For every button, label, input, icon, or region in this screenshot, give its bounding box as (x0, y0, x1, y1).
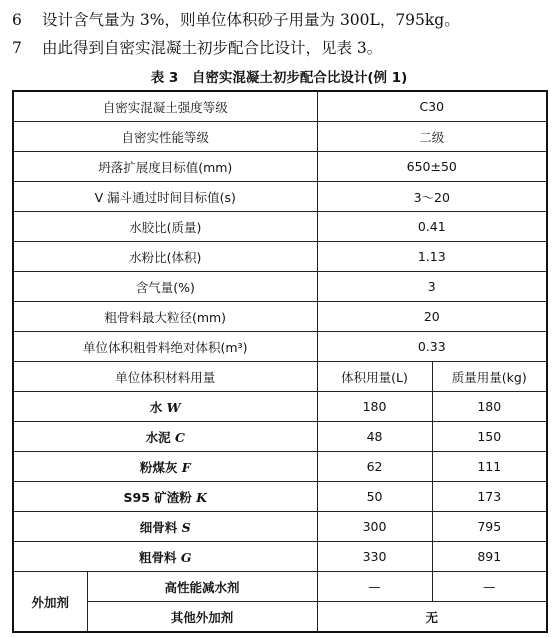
admixture-value: 无 (317, 602, 547, 633)
row-label: 单位体积粗骨料绝对体积(m³) (13, 332, 317, 362)
mix-design-table (12, 90, 548, 633)
material-header-row (13, 362, 547, 392)
admixture-group-label: 外加剂 (13, 572, 87, 633)
material-mass: 891 (432, 542, 547, 572)
material-row (13, 422, 547, 452)
table-row (13, 182, 547, 212)
material-name: 粉煤灰 F (13, 452, 317, 482)
row-label: 水胶比(质量) (13, 212, 317, 242)
material-row (13, 542, 547, 572)
paragraph-text: 设计含气量为 3%，则单位体积砂子用量为 300L，795kg。 (42, 11, 460, 29)
material-volume: 180 (317, 392, 432, 422)
row-value: 1.13 (317, 242, 547, 272)
table-row (13, 122, 547, 152)
material-row (13, 482, 547, 512)
row-label: 坍落扩展度目标值(mm) (13, 152, 317, 182)
row-value: 0.41 (317, 212, 547, 242)
admixture-row (13, 602, 547, 633)
material-volume: 50 (317, 482, 432, 512)
paragraph-text: 由此得到自密实混凝土初步配合比设计，见表 3。 (42, 39, 383, 57)
row-value: 3 (317, 272, 547, 302)
material-row (13, 452, 547, 482)
material-mass: 111 (432, 452, 547, 482)
material-volume: 48 (317, 422, 432, 452)
material-row (13, 512, 547, 542)
material-mass: 180 (432, 392, 547, 422)
paragraph-7 (12, 36, 382, 58)
material-name: 水 W (13, 392, 317, 422)
table-row (13, 91, 547, 122)
admixture-label: 其他外加剂 (87, 602, 317, 633)
admixture-label: 高性能减水剂 (87, 572, 317, 602)
table-row (13, 152, 547, 182)
row-value: C30 (317, 91, 547, 122)
material-name: 粗骨料 G (13, 542, 317, 572)
table-row (13, 272, 547, 302)
paragraph-6 (12, 8, 460, 30)
row-value: 0.33 (317, 332, 547, 362)
row-value: 20 (317, 302, 547, 332)
material-name: 细骨料 S (13, 512, 317, 542)
row-label: 粗骨料最大粒径(mm) (13, 302, 317, 332)
admixture-volume: — (317, 572, 432, 602)
table-row (13, 302, 547, 332)
material-mass: 173 (432, 482, 547, 512)
material-name: S95 矿渣粉 K (13, 482, 317, 512)
row-label: 含气量(%) (13, 272, 317, 302)
admixture-row (13, 572, 547, 602)
paragraph-number: 7 (12, 39, 22, 57)
table-row (13, 242, 547, 272)
row-label: 自密实混凝土强度等级 (13, 91, 317, 122)
paragraph-number: 6 (12, 11, 22, 29)
table-caption: 表 3 自密实混凝土初步配合比设计(例 1) (150, 70, 408, 86)
table-row (13, 212, 547, 242)
material-mass: 795 (432, 512, 547, 542)
material-name: 水泥 C (13, 422, 317, 452)
table-row (13, 332, 547, 362)
row-label: 自密实性能等级 (13, 122, 317, 152)
row-label: 水粉比(体积) (13, 242, 317, 272)
material-volume: 62 (317, 452, 432, 482)
material-row (13, 392, 547, 422)
mass-header: 质量用量(kg) (432, 362, 547, 392)
material-volume: 330 (317, 542, 432, 572)
material-mass: 150 (432, 422, 547, 452)
row-label: V 漏斗通过时间目标值(s) (13, 182, 317, 212)
admixture-mass: — (432, 572, 547, 602)
row-value: 3～20 (317, 182, 547, 212)
row-value: 二级 (317, 122, 547, 152)
material-header-label: 单位体积材料用量 (13, 362, 317, 392)
volume-header: 体积用量(L) (317, 362, 432, 392)
row-value: 650±50 (317, 152, 547, 182)
material-volume: 300 (317, 512, 432, 542)
